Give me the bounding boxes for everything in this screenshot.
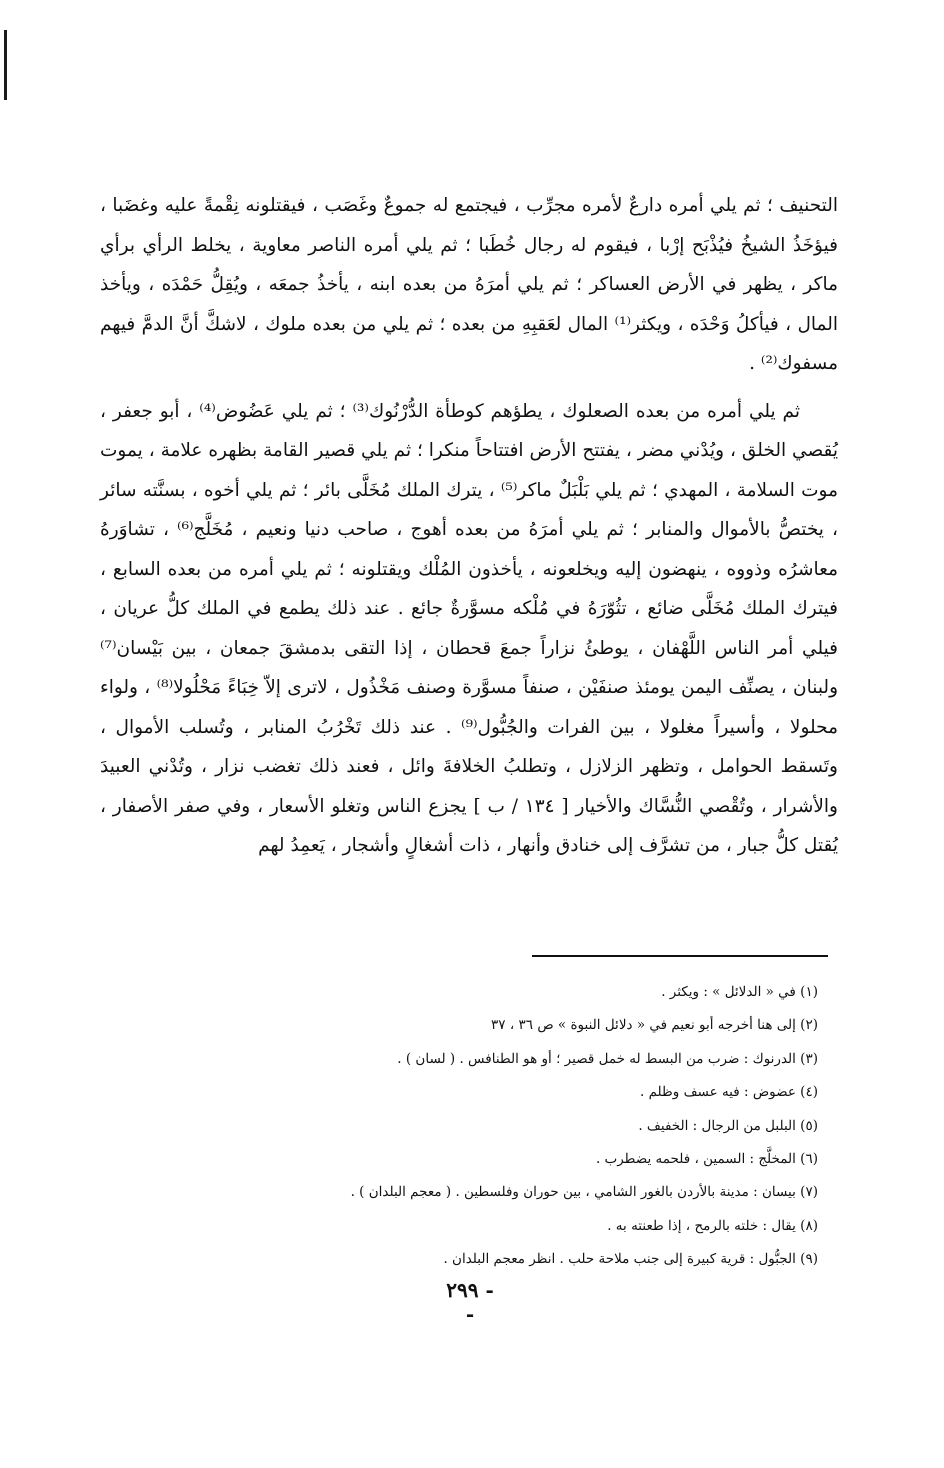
- footnotes-list: [100, 976, 818, 1277]
- footnote-5: (٥) البلبل من الرجال : الخفيف .: [638, 1117, 818, 1134]
- paragraph-2: ثم يلي أمره من بعده الصعلوك ، يطؤهم كوطأة الدُّرْنُوك⁽³⁾ ؛ ثم يلي عَضُوض⁽⁴⁾ ، أبو جعفر ، يُقصي الخلق ، ويُدْني مضر ، يفتتح الأرض افتتاحاً منكرا ؛ ثم يلي قصير القامة بظهره علامة ، يموت موت السلامة ، المهدي ؛ ثم يلي بَلْبَلٌ ماكر⁽⁵⁾ ، يترك الملك مُخَلَّى بائر ؛ ثم يلي أخوه ، بسنَّته سائر ، يختصُّ بالأموال والمنابر ؛ ثم يلي أمرَهُ من بعده أهوج ، صاحب دنيا ونعيم ، مُخَلَّج⁽⁶⁾ ، تشاوَرهُ معاشرُه وذووه ، ينهضون إليه ويخلعونه ، يأخذون المُلْك ويقتلونه ؛ ثم يلي أمره من بعده السابع ، فيترك الملك مُخَلَّى ضائع ، تثُوّرَهُ في مُلْكه مسوَّرةٌ جائع . عند ذلك يطمع في الملك كلُّ عريان ، فيلي أمر الناس اللَّهْفان ، يوطئُ نزاراً جمعَ قحطان ، إذا التقى بدمشقَ جمعان ، بين بَيْسان⁽⁷⁾ ولبنان ، يصنِّف اليمن يومئذ صنفَيْن ، صنفاً مسوَّرة وصنف مَخْذُول ، لاترى إلاّ خِبَاءً مَحْلُولا⁽⁸⁾ ، ولواء محلولا ، وأسيراً مغلولا ، بين الفرات والجُبُّول⁽⁹⁾ . عند ذلك تَخْرُبُ المنابر ، وتُسلب الأموال ، وتَسقط الحوامل ، وتظهر الزلازل ، وتطلبُ الخلافةَ وائل ، فعند ذلك تغضب نزار ، وتُدْني العبيدَ والأشرار ، وتُقْصي النُّسَّاك والأخيار [ ١٣٤ / ب ] يجزع الناس وتغلو الأسعار ، وفي صفر الأصفار ، يُقتل كلُّ جبار ، من تشرَّف إلى خنادق وأنهار ، ذات أشغالٍ وأشجار ، يَعمِدُ لهم: [100, 400, 838, 856]
- footnote-8: (٨) يقال : خلته بالرمح ، إذا طعنته به .: [607, 1217, 818, 1234]
- footnote-1: (١) في « الدلائل » : ويكثر .: [661, 984, 818, 1000]
- footnote-separator: [532, 955, 828, 957]
- footnote-3: (٣) الدرنوك : ضرب من البسط له خمل قصير ؛ أو هو الطنافس . ( لسان ) .: [397, 1050, 818, 1067]
- footnote-9: (٩) الجبُّول : قرية كبيرة إلى جنب ملاحة حلب . انظر معجم البلدان .: [443, 1251, 818, 1268]
- footnote-2: (٢) إلى هنا أخرجه أبو نعيم في « دلائل النبوة » ص ٣٦ ، ٣٧: [491, 1017, 818, 1034]
- paragraph-1: التحنيف ؛ ثم يلي أمره دارعٌ لأمره مجرِّب ، فيجتمع له جموعٌ وغَصَب ، فيقتلونه نِقْمةً عليه وغضَبا ، فيؤخَذُ الشيخُ فيُذْبَح إرْبا ، فيقوم له رجال خُطَبا ؛ ثم يلي أمره الناصر معاوية ، يخلط الرأي برأي ماكر ، يظهر في الأرض العساكر ؛ ثم يلي أمرَهُ من بعده ابنه ، يأخذُ جمعَه ، ويُقِلُّ حَمْدَه ، ويأخذ المال ، فيأكلُ وَحْدَه ، ويكثر⁽¹⁾ المال لعَقبِهِ من بعده ؛ ثم يلي من بعده ملوك ، لاشكَّ أنَّ الدمَّ فيهم مسفوك⁽²⁾ .: [100, 195, 838, 374]
- main-text: [100, 186, 838, 866]
- footnote-6: (٦) المخلَّج : السمين ، فلحمه يضطرب .: [595, 1151, 818, 1168]
- scan-edge-mark: [4, 30, 7, 100]
- footnote-4: (٤) عضوض : فيه عسف وظلم .: [639, 1084, 818, 1101]
- page-number: - ٢٩٩ -: [446, 1278, 494, 1326]
- footnote-7: (٧) بيسان : مدينة بالأردن بالغور الشامي ، بين حوران وفلسطين . ( معجم البلدان ) .: [350, 1184, 818, 1201]
